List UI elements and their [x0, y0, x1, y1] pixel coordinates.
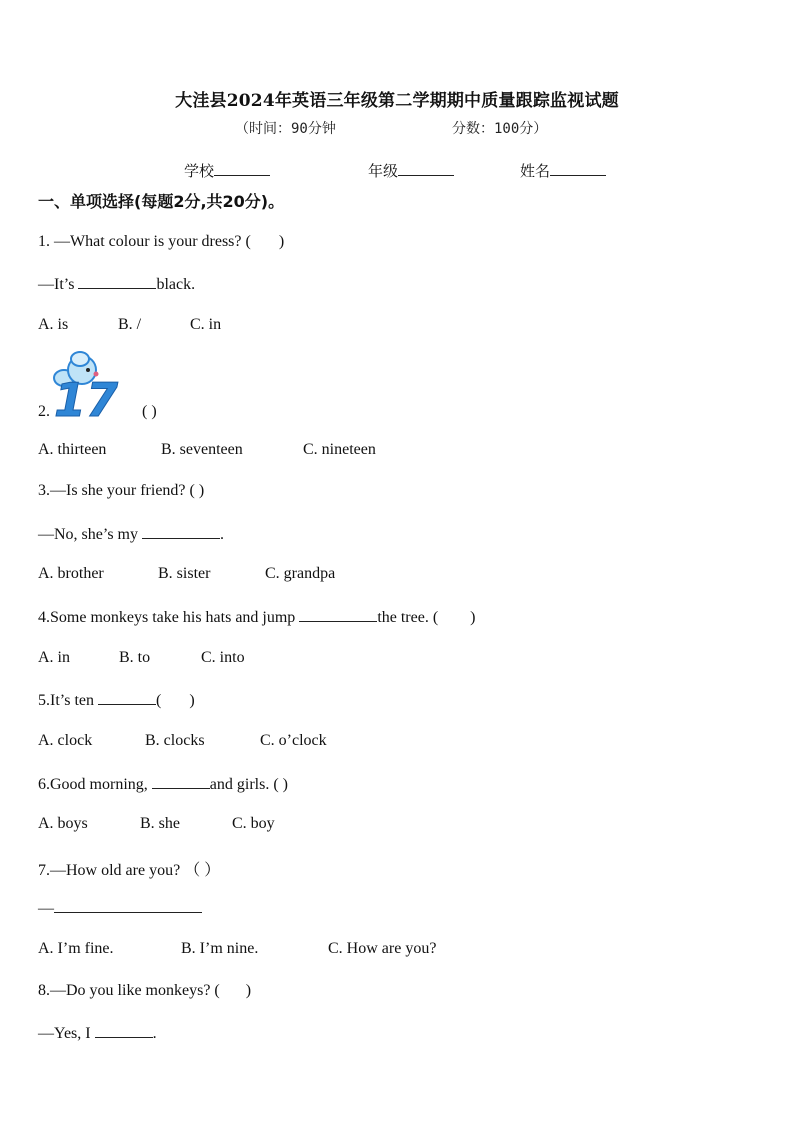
- question-3-reply: [38, 524, 224, 544]
- answer-paren[interactable]: ): [245, 982, 252, 999]
- mouse-ear-icon: [71, 352, 89, 366]
- question-7-reply: [38, 898, 202, 918]
- option-b[interactable]: B. sister: [158, 565, 211, 582]
- question-4: [38, 607, 476, 627]
- option-b[interactable]: B. /: [118, 316, 142, 333]
- answer-paren[interactable]: ): [470, 609, 476, 626]
- option-c[interactable]: C. nineteen: [303, 441, 376, 458]
- reply-text: —: [38, 900, 54, 917]
- option-c[interactable]: C. boy: [232, 815, 275, 832]
- answer-blank[interactable]: [152, 774, 210, 789]
- school-blank[interactable]: [214, 161, 270, 176]
- question-8: [38, 982, 251, 1000]
- mouse-number-text: 17: [54, 373, 119, 418]
- question-4-text: 4.Some monkeys take his hats and jump: [38, 609, 300, 626]
- reply-text: —No, she’s my: [38, 526, 142, 543]
- option-a[interactable]: A. in: [38, 649, 70, 666]
- answer-paren[interactable]: ( ): [142, 403, 157, 420]
- name-blank[interactable]: [550, 161, 606, 176]
- question-1: [38, 233, 284, 251]
- section-heading: 一、单项选择(每题2分,共20分)。: [38, 192, 285, 211]
- answer-paren-close[interactable]: ): [189, 692, 195, 709]
- option-b[interactable]: B. she: [140, 815, 180, 832]
- option-a[interactable]: A. thirteen: [38, 441, 107, 458]
- answer-paren-open[interactable]: (: [156, 692, 162, 709]
- answer-blank[interactable]: [299, 607, 377, 622]
- option-a[interactable]: A. is: [38, 316, 69, 333]
- score-label: 分数：100分）: [452, 121, 548, 137]
- answer-blank[interactable]: [98, 690, 156, 705]
- option-c[interactable]: C. o’clock: [260, 732, 327, 749]
- reply-text: black.: [156, 276, 196, 293]
- question-7-text: 7.—How old are you? （ ）: [38, 862, 221, 879]
- mouse-number-image: [52, 350, 134, 418]
- question-6-text: 6.Good morning,: [38, 776, 152, 793]
- option-b[interactable]: B. clocks: [145, 732, 205, 749]
- name-label: 姓名: [520, 164, 551, 180]
- reply-text: —It’s: [38, 276, 79, 293]
- time-label: （时间：90分钟: [235, 121, 336, 137]
- reply-text: .: [152, 1025, 157, 1042]
- option-a[interactable]: A. brother: [38, 565, 104, 582]
- option-c[interactable]: C. in: [190, 316, 222, 333]
- option-c[interactable]: C. How are you?: [328, 940, 437, 957]
- school-field[interactable]: [184, 160, 270, 181]
- answer-blank[interactable]: [54, 898, 202, 913]
- question-8-text: 8.—Do you like monkeys? (: [38, 982, 220, 999]
- name-field[interactable]: [520, 160, 606, 181]
- question-5: [38, 690, 195, 710]
- question-4-text: the tree. (: [377, 609, 439, 626]
- question-3-text: 3.—Is she your friend? ( ): [38, 482, 205, 499]
- question-8-reply: [38, 1023, 157, 1043]
- option-b[interactable]: B. I’m nine.: [181, 940, 259, 957]
- reply-text: .: [220, 526, 224, 543]
- answer-blank[interactable]: [78, 274, 156, 289]
- option-c[interactable]: C. into: [201, 649, 245, 666]
- option-b[interactable]: B. seventeen: [161, 441, 243, 458]
- question-1-reply: [38, 274, 195, 294]
- answer-blank[interactable]: [142, 524, 220, 539]
- school-label: 学校: [184, 164, 215, 180]
- option-a[interactable]: A. I’m fine.: [38, 940, 114, 957]
- option-a[interactable]: A. clock: [38, 732, 93, 749]
- question-6: [38, 774, 288, 794]
- reply-text: —Yes, I: [38, 1025, 95, 1042]
- question-5-text: 5.It’s ten: [38, 692, 98, 709]
- question-2-number: 2.: [38, 403, 50, 420]
- question-1-text: 1. —What colour is your dress? (: [38, 233, 251, 250]
- grade-field[interactable]: [368, 160, 454, 181]
- answer-blank[interactable]: [95, 1023, 153, 1038]
- grade-blank[interactable]: [398, 161, 454, 176]
- option-a[interactable]: A. boys: [38, 815, 88, 832]
- mouse-eye-icon: [86, 368, 90, 372]
- page-title: 大洼县2024年英语三年级第二学期期中质量跟踪监视试题: [175, 91, 619, 111]
- answer-paren[interactable]: ): [278, 233, 285, 250]
- grade-label: 年级: [368, 164, 399, 180]
- question-6-text: and girls. ( ): [209, 776, 288, 793]
- option-c[interactable]: C. grandpa: [265, 565, 336, 582]
- option-b[interactable]: B. to: [119, 649, 151, 666]
- question-1-options: [38, 316, 68, 334]
